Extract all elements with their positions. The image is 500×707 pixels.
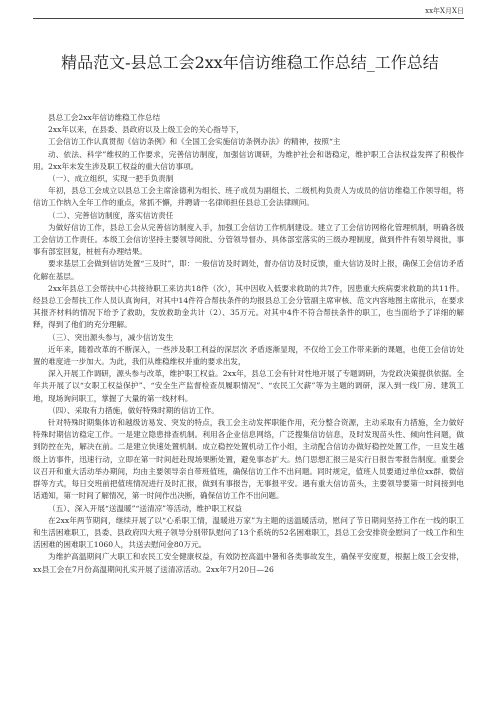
body-paragraph: 针对特殊时期集体访和越级访易发、突发的特点，我工会主动发挥职能作用，充分整合资源，主动采取有力措施，全力做好特殊时期信访稳定工作。一是建立隐患排查机制。利用各企业信息网络，广泛搜集信访信息，及时发现苗头性、倾向性问题，做到防控在先，解决在前。二是建立快速处置机制。成立稳控处置机动工作小组，主动配合信访办做好稳控处置工作，一旦发生越级上访事件，迅速行动，立即在第一时间赶赴现场果断处置，避免事态扩大。热门思想汇报三是实行日报告零报告制度。重要会议召开和重大活动举办期间，均由主要领导亲自带班值班，确保信访工作不出问题。同时规定，值班人员要通过单位xx群、微信群等方式，每日交班前把值班情况进行及时汇报，做到有事报告，无事报平安。遇有重大信访苗头，主要领导要第一时间接到电话通知，第一时间了解情况，第一时间作出决断，确保信访工作不出问题。 (33, 418, 464, 501)
document-body (33, 112, 464, 576)
section-heading: （五）、深入开展“送温暖”“送清凉”等活动，维护职工权益 (48, 503, 242, 513)
body-paragraph: 2xx年以来，在县委、县政府以及上级工会的关心指导下， (48, 125, 244, 135)
body-paragraph: 要求基层工会做到信访处置“三及时”，即：一般信访及时调处，督办信访及时反馈，重大信访及时上报，确保工会信访矛盾化解在基层。 (33, 259, 464, 281)
body-paragraph: 深入开展工作调研，源头参与改革，维护职工权益。2xx年，县总工会有针对性地开展了专题调研，为党政决策提供依据。全年共开展了以“女职工权益保护”、“安全生产监督检查员履职情况”、“农民工欠薪”等为主题的调研，深入到一线厂房、建筑工地，现场询问职工，掌握了大量的第一线材料。 (33, 369, 464, 403)
document-title: 精品范文-县总工会2xx年信访维稳工作总结_工作总结 (61, 52, 439, 72)
body-paragraph: 工会信访工作认真贯彻《信访条例》和《全国工会实施信访条例办法》的精神，按照“主 (48, 137, 341, 147)
body-paragraph: 为做好信访工作，县总工会从完善信访制度入手，加强工会信访工作机制建设。建立了工会信访网格化管理机制，明确各级工会信访工作责任。本级工会信访坚持主要领导阅批、分管领导督办、具体部室落实的三级办理制度，做到件件有领导阅批，事事有部室回复，桩桩有办理结果。 (33, 222, 464, 257)
body-paragraph: 县总工会2xx年信访维稳工作总结 (48, 113, 161, 122)
header-date: xx年X月X日 (425, 7, 464, 15)
body-paragraph: 在2xx年两节期间，继续开展了以“心系职工情，温暖进万家”为主题的送温暖活动，慰问了节日期间坚持工作在一线的职工和生活困难职工，县委、县政府四大班子领导分别带队慰问了13个系统的52名困难职工，县总工会安排资金慰问了一线工作和生活困难的困难职工1060人，共送去慰问金80万元。 (33, 515, 464, 550)
header-divider (33, 18, 464, 19)
body-paragraph: 为维护高温期间广大职工和农民工安全健康权益，有效防控高温中暑和各类事故发生，确保平安度夏，根据上级工会安排，xx县工会在7月份高温期间扎实开展了送清凉活动。2xx年7月20日—26 (33, 552, 464, 574)
section-heading: （一）、成立组织，实现一把手负责制 (48, 174, 174, 184)
body-paragraph: 近年来，随着改革的不断深入，一些涉及职工利益的深层次 矛盾逐渐显现，不仅给工会工作带来新的课题，也使工会信访处 置的难度进一步加大。为此，我们从维稳维权并重的要求出发， (33, 344, 464, 367)
section-heading: （二）、完善信访制度，落实信访责任 (48, 210, 174, 220)
body-paragraph: 动、依法、科学”维权的工作要求，完善信访制度，加强信访调研，为维护社会和谐稳定，维护职工合法权益发挥了积极作用。2xx年未发生涉及职工权益的重大信访事项。 (33, 149, 464, 171)
section-heading: （三）、突出源头参与，减少信访发生 (48, 332, 174, 342)
body-paragraph: 2xx年县总工会帮扶中心共接待职工来访共18件（次），其中因收入低要求救助的共7件，因患重大疾病要求救助的共11件。经县总工会帮扶工作人员认真询问，对其中14件符合帮扶条件的均报县总工会分管副主席审核、范文内容地图主席批示，在要求其报齐材料的情况下给予了救助，发放救助金共计（2）、35万元。对其中4件不符合帮扶条件的职工，也当面给予了详细的解释，得到了他们的充分理解。 (33, 283, 464, 330)
body-paragraph: 年初，县总工会成立以县总工会主席涂德利为组长、班子成员为副组长、二级机构负责人为成员的信访维稳工作领导组，将信访工作纳入全年工作的重点，常抓不懈，并聘请一名律师担任县总工会法律顾问。 (33, 186, 464, 208)
section-heading: （四）、采取有力措施，做好特殊时期的信访工作。 (48, 405, 219, 415)
